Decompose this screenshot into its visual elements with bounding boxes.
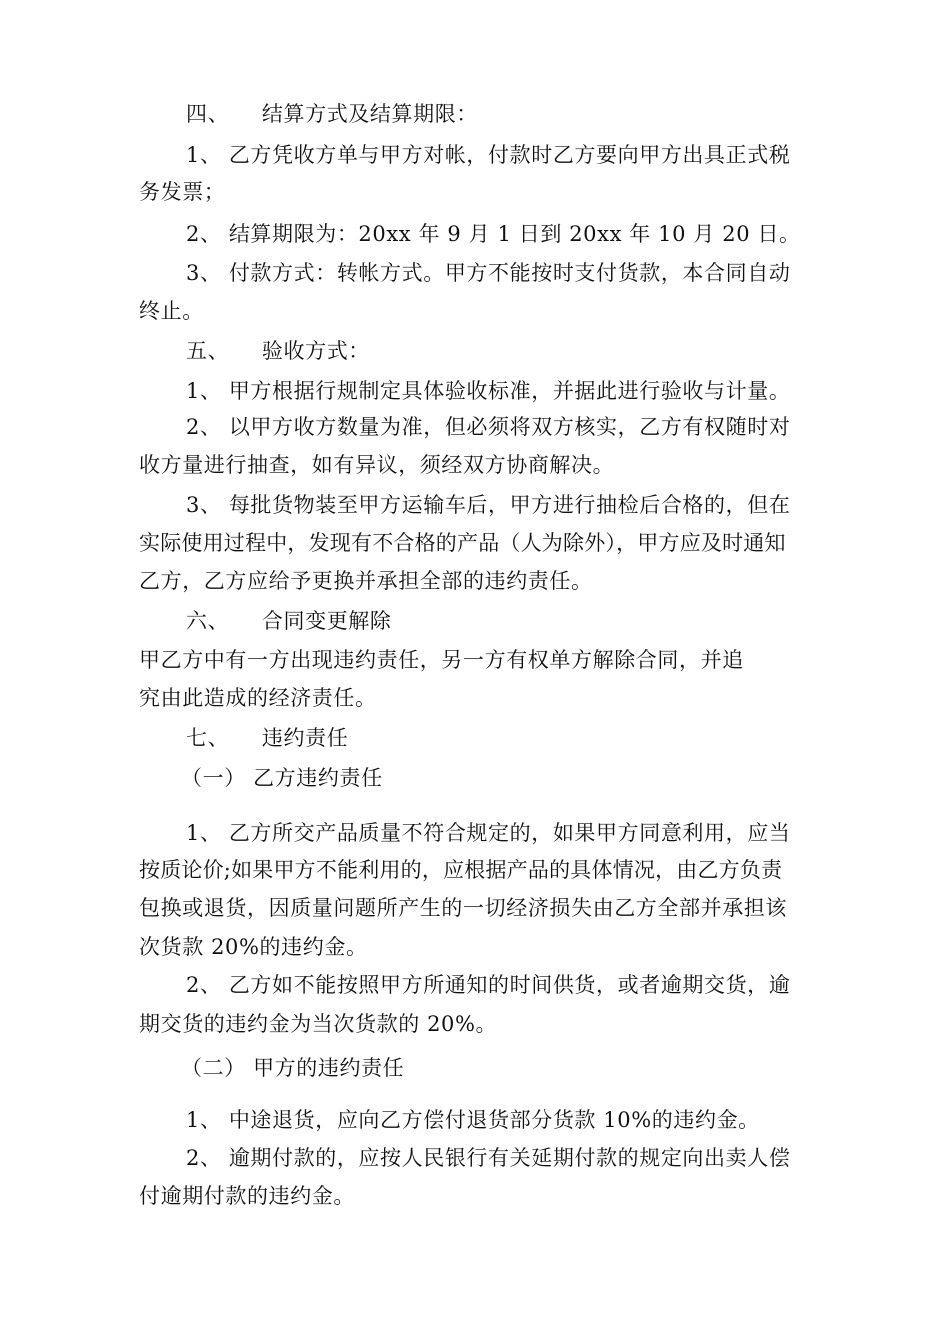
clause-4-3: 3、 付款方式：转帐方式。甲方不能按时支付货款，本合同自动 bbox=[186, 261, 791, 285]
clause-5-3-cont-1: 实际使用过程中，发现有不合格的产品（人为除外），甲方应及时通知 bbox=[139, 531, 786, 555]
clause-5-1: 1、 甲方根据行规制定具体验收标准，并据此进行验收与计量。 bbox=[186, 379, 791, 403]
section-heading-4: 四、 结算方式及结算期限： bbox=[186, 102, 478, 126]
clause-4-3-cont: 终止。 bbox=[139, 299, 204, 323]
clause-7-2-2-cont: 付逾期付款的违约金。 bbox=[139, 1184, 355, 1208]
subsection-heading-7-2: （二） 甲方的违约责任 bbox=[181, 1056, 405, 1080]
clause-5-2: 2、 以甲方收方数量为准，但必须将双方核实，乙方有权随时对 bbox=[186, 415, 791, 439]
clause-7-1-2: 2、 乙方如不能按照甲方所通知的时间供货，或者逾期交货，逾 bbox=[186, 973, 791, 997]
clause-7-1-1: 1、 乙方所交产品质量不符合规定的，如果甲方同意利用，应当 bbox=[186, 821, 791, 845]
clause-7-1-2-cont: 期交货的违约金为当次货款的 20%。 bbox=[139, 1012, 498, 1036]
clause-7-1-1-cont-3: 次货款 20%的违约金。 bbox=[139, 935, 368, 959]
clause-4-1: 1、 乙方凭收方单与甲方对帐，付款时乙方要向甲方出具正式税 bbox=[186, 143, 791, 167]
clause-5-2-cont: 收方量进行抽查，如有异议，须经双方协商解决。 bbox=[139, 453, 615, 477]
clause-5-3-cont-2: 乙方，乙方应给予更换并承担全部的违约责任。 bbox=[139, 569, 593, 593]
clause-7-1-1-cont-2: 包换或退货，因质量问题所产生的一切经济损失由乙方全部并承担该 bbox=[139, 896, 787, 920]
section-heading-6: 六、 合同变更解除 bbox=[186, 609, 392, 633]
clause-4-2: 2、 结算期限为：20xx 年 9 月 1 日到 20xx 年 10 月 20 日。 bbox=[186, 222, 801, 246]
clause-7-1-1-cont-1: 按质论价;如果甲方不能利用的，应根据产品的具体情况，由乙方负责 bbox=[139, 858, 783, 882]
clause-6-text: 甲乙方中有一方出现违约责任，另一方有权单方解除合同，并追 bbox=[139, 648, 744, 672]
section-heading-7: 七、 违约责任 bbox=[186, 726, 349, 750]
clause-4-1-cont: 务发票； bbox=[139, 180, 226, 204]
clause-7-2-2: 2、 逾期付款的，应按人民银行有关延期付款的规定向出卖人偿 bbox=[186, 1146, 791, 1170]
subsection-heading-7-1: （一） 乙方违约责任 bbox=[181, 766, 383, 790]
section-heading-5: 五、 验收方式： bbox=[186, 339, 370, 363]
clause-5-3: 3、 每批货物装至甲方运输车后，甲方进行抽检后合格的，但在 bbox=[186, 493, 791, 517]
clause-6-text-cont: 究由此造成的经济责任。 bbox=[139, 686, 377, 710]
clause-7-2-1: 1、 中途退货，应向乙方偿付退货部分货款 10%的违约金。 bbox=[186, 1108, 760, 1132]
